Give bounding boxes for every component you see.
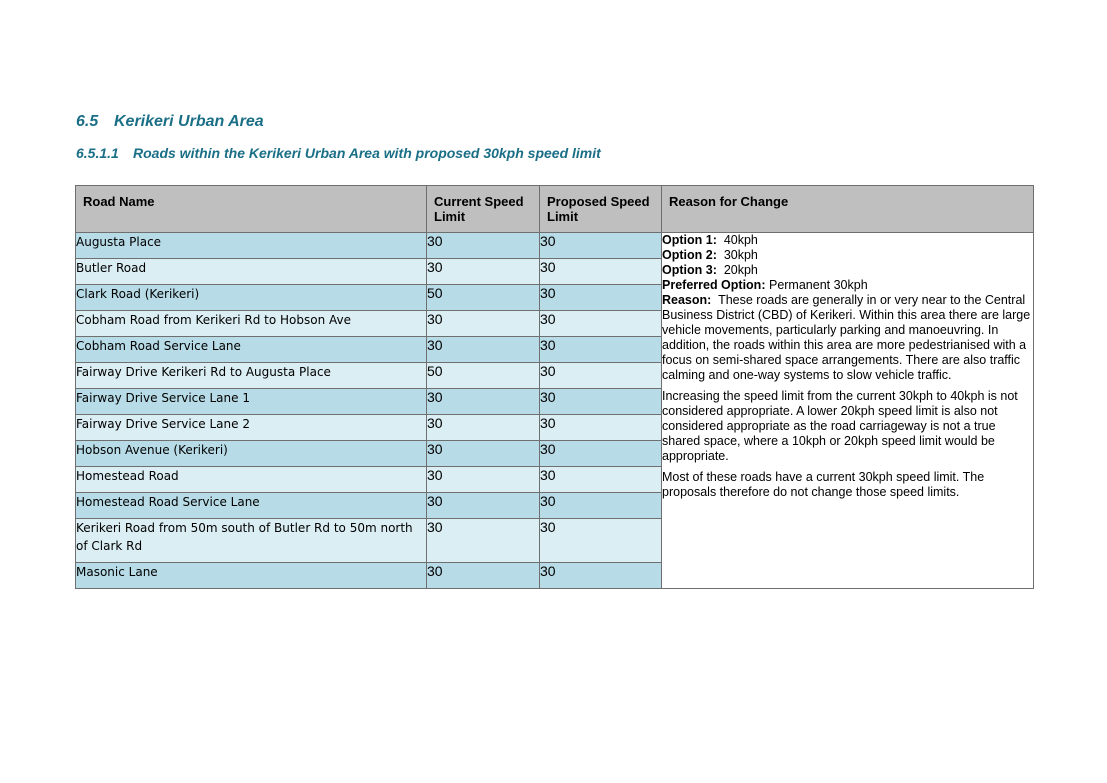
road-name-cell: Homestead Road (76, 467, 427, 493)
preferred-option-label: Preferred Option: (662, 278, 766, 292)
reason-paragraph-3: Most of these roads have a current 30kph speed limit. The proposals therefore do not change those speed limits. (662, 470, 985, 499)
road-name-cell: Clark Road (Kerikeri) (76, 285, 427, 311)
option-1-label: Option 1: (662, 233, 717, 247)
road-name-cell: Cobham Road Service Lane (76, 337, 427, 363)
proposed-speed-cell: 30 (540, 389, 662, 415)
proposed-speed-cell: 30 (540, 233, 662, 259)
subsection-number: 6.5.1.1 (76, 145, 119, 161)
current-speed-cell: 30 (427, 415, 540, 441)
option-1-value: 40kph (723, 233, 758, 247)
current-speed-cell: 30 (427, 441, 540, 467)
header-current-speed: Current Speed Limit (427, 186, 540, 233)
current-speed-cell: 30 (427, 519, 540, 563)
current-speed-cell: 30 (427, 337, 540, 363)
road-name-cell: Homestead Road Service Lane (76, 493, 427, 519)
header-proposed-speed: Proposed Speed Limit (540, 186, 662, 233)
section-heading (76, 113, 264, 131)
option-2-label: Option 2: (662, 248, 717, 262)
option-2-value: 30kph (723, 248, 758, 262)
section-number: 6.5 (76, 113, 99, 130)
table-row (76, 233, 1034, 259)
subsection-heading (76, 145, 601, 161)
current-speed-cell: 30 (427, 233, 540, 259)
table-header-row (76, 186, 1034, 233)
road-name-cell: Augusta Place (76, 233, 427, 259)
reason-cell (662, 233, 1034, 589)
road-name-cell: Kerikeri Road from 50m south of Butler Rd to 50m north of Clark Rd (76, 519, 427, 563)
road-name-cell: Fairway Drive Service Lane 1 (76, 389, 427, 415)
proposed-speed-cell: 30 (540, 311, 662, 337)
proposed-speed-cell: 30 (540, 493, 662, 519)
current-speed-cell: 30 (427, 389, 540, 415)
header-reason: Reason for Change (662, 186, 1034, 233)
subsection-title: Roads within the Kerikeri Urban Area with proposed 30kph speed limit (133, 145, 601, 161)
option-3-label: Option 3: (662, 263, 717, 277)
current-speed-cell: 30 (427, 259, 540, 285)
proposed-speed-cell: 30 (540, 363, 662, 389)
speed-limit-table (75, 185, 1034, 589)
road-name-cell: Hobson Avenue (Kerikeri) (76, 441, 427, 467)
current-speed-cell: 50 (427, 285, 540, 311)
current-speed-cell: 30 (427, 563, 540, 589)
proposed-speed-cell: 30 (540, 563, 662, 589)
current-speed-cell: 30 (427, 493, 540, 519)
proposed-speed-cell: 30 (540, 415, 662, 441)
proposed-speed-cell: 30 (540, 441, 662, 467)
current-speed-cell: 30 (427, 467, 540, 493)
option-1 (662, 233, 1033, 248)
preferred-option-value: Permanent 30kph (768, 278, 868, 292)
option-3 (662, 263, 1033, 278)
road-name-cell: Fairway Drive Kerikeri Rd to Augusta Place (76, 363, 427, 389)
road-name-cell: Fairway Drive Service Lane 2 (76, 415, 427, 441)
proposed-speed-cell: 30 (540, 467, 662, 493)
road-name-cell: Masonic Lane (76, 563, 427, 589)
proposed-speed-cell: 30 (540, 259, 662, 285)
reason-label: Reason: (662, 293, 712, 307)
option-3-value: 20kph (723, 263, 758, 277)
section-title: Kerikeri Urban Area (114, 113, 264, 130)
reason-paragraph-2: Increasing the speed limit from the current 30kph to 40kph is not considered appropriate. A lower 20kph speed limit is also not considered appropriate as the road carriageway is not a true shared space, where a 10kph or 20kph speed limit would be appropriate. (662, 389, 1018, 463)
proposed-speed-cell: 30 (540, 285, 662, 311)
reason-text: These roads are generally in or very near to the Central Business District (CBD) of Kerikeri. Within this area there are large vehicle movements, particularly parking and manoeuvring. In addition, the roads within this area are more pedestrianised with a focus on semi-shared space arrangements. There are also traffic calming and one-way systems to slow vehicle traffic. (662, 293, 1031, 382)
proposed-speed-cell: 30 (540, 337, 662, 363)
proposed-speed-cell: 30 (540, 519, 662, 563)
current-speed-cell: 50 (427, 363, 540, 389)
road-name-cell: Butler Road (76, 259, 427, 285)
preferred-option (662, 278, 1033, 293)
reason-paragraph (662, 293, 1033, 383)
road-name-cell: Cobham Road from Kerikeri Rd to Hobson Ave (76, 311, 427, 337)
current-speed-cell: 30 (427, 311, 540, 337)
header-road-name: Road Name (76, 186, 427, 233)
option-2 (662, 248, 1033, 263)
